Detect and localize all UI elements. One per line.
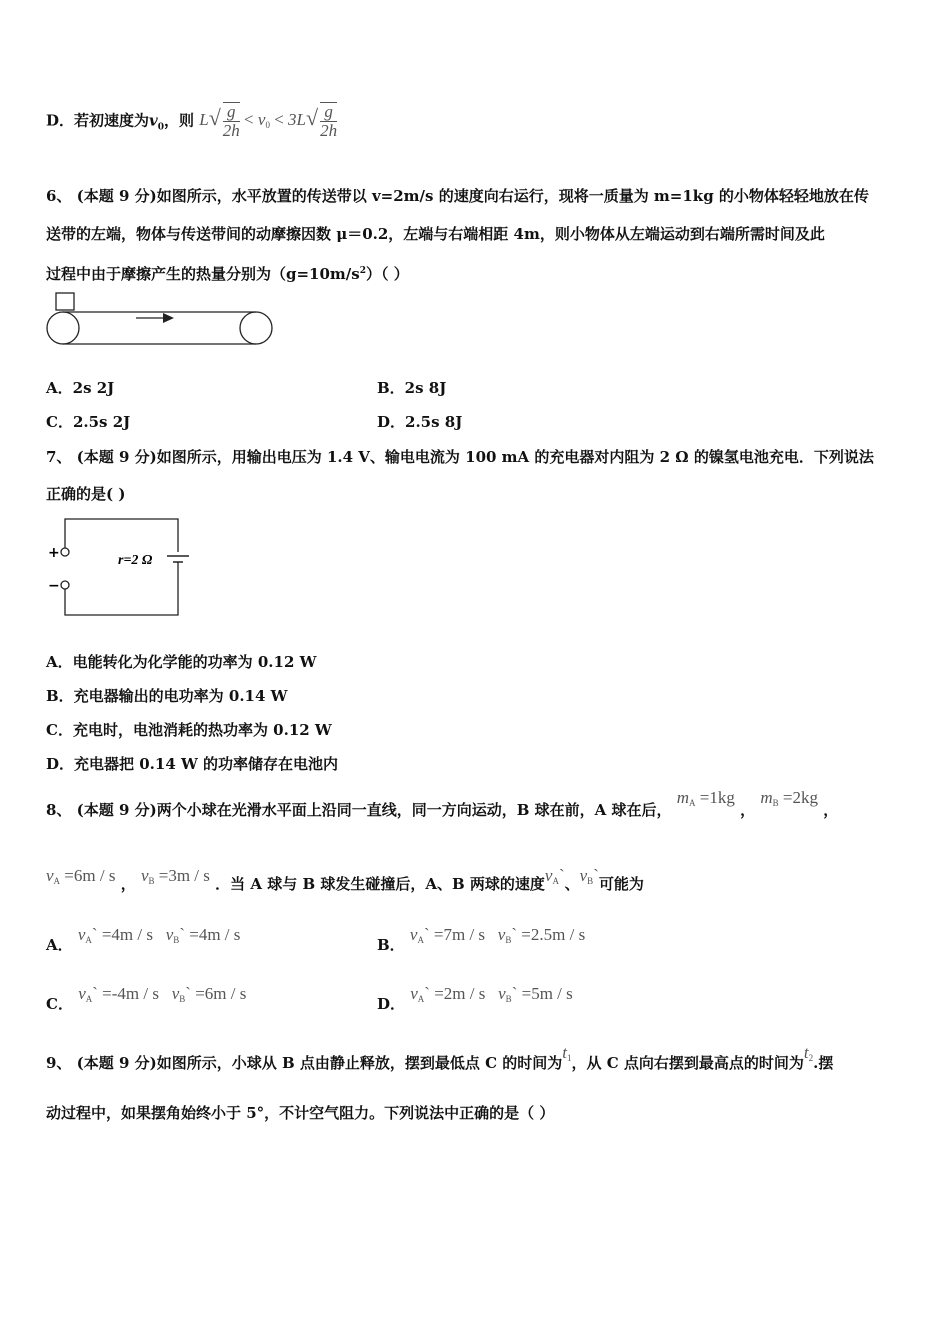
direction-arrow-icon (163, 313, 174, 323)
question8-option-b[interactable]: B． $v_A` =7m / s$ $v_B` =2.5m / s$ (377, 925, 586, 954)
question7-line1: 7、 (本题 9 分)如图所示，用输出电压为 1.4 V、输电电流为 100 mA 的充电器对内阻为 2 Ω 的镍氢电池充电．下列说法 (46, 448, 874, 466)
velocity-b-expr: $v_B =3m / s$ (140, 866, 210, 886)
question7-option-b[interactable]: B．充电器输出的电功率为 0.14 W (46, 687, 288, 705)
question7-line2: 正确的是( ) (46, 485, 126, 503)
mass-b-expr: $m_B =2kg$ (760, 788, 818, 808)
negative-terminal (61, 581, 69, 589)
question6-option-d[interactable]: D．2.5s 8J (377, 413, 463, 431)
question6-option-a[interactable]: A．2s 2J (46, 379, 115, 397)
conveyor-belt-diagram (44, 290, 278, 350)
left-pulley (47, 312, 79, 344)
question6-option-b[interactable]: B．2s 8J (377, 379, 447, 397)
question6-line3: 过程中由于摩擦产生的热量分别为$(g=10m/s^2)$（ ） (46, 265, 409, 283)
question6-line1: 6、 (本题 9 分)如图所示，水平放置的传送带以 v=2m/s 的速度向右运行，现将一质量为 m=1kg 的小物体轻轻地放在传 (46, 187, 869, 205)
question8-option-d[interactable]: D． $v_A` =2m / s$ $v_B` =5m / s$ (377, 984, 573, 1013)
option-d-inequality: L√ $\frac{g}{2h}$ < $v_0 < 3L√$ $\frac{g}{2h}$ (199, 102, 338, 140)
battery-circuit-diagram (44, 514, 204, 620)
minus-sign: − (48, 578, 60, 594)
question8-line2: $v_A =6m / s$ ， $v_B =3m / s$ ．当 A 球与 B 球发生碰撞后，A、B 两球的速度$v_A`$、$v_B`$可能为 (46, 866, 644, 893)
question5-option-d[interactable]: D．若初速度为$v_0$，则 L√ $\frac{g}{2h}$ < $v_0 < 3L√$ $\frac{g}{2h}$ (46, 102, 338, 140)
question7-option-d[interactable]: D．充电器把 0.14 W 的功率储存在电池内 (46, 755, 339, 773)
question9-line1: 9、 (本题 9 分)如图所示，小球从 B 点由静止释放，摆到最低点 C 的时间为$t_1$，从 C 点向右摆到最高点的时间为$t_2$.摆 (46, 1043, 834, 1072)
positive-terminal (61, 548, 69, 556)
question8-option-c[interactable]: C． $v_A` =-4m / s$ $v_B` =6m / s$ (46, 984, 247, 1013)
right-pulley (240, 312, 272, 344)
small-block (56, 293, 74, 310)
mass-a-expr: $m_A =1kg$ (676, 788, 735, 808)
resistance-label: r=2 Ω (118, 553, 153, 568)
question7-option-c[interactable]: C．充电时，电池消耗的热功率为 0.12 W (46, 721, 332, 739)
question6-line2: 送带的左端，物体与传送带间的动摩擦因数 μ＝0.2，左端与右端相距 4m，则小物体从左端运动到右端所需时间及此 (46, 225, 825, 243)
velocity-a-expr: $v_A =6m / s$ (46, 866, 116, 886)
question7-option-a[interactable]: A．电能转化为化学能的功率为 0.12 W (46, 653, 317, 671)
question8-option-a[interactable]: A． $v_A` =4m / s$ $v_B` =4m / s$ (46, 925, 241, 954)
question6-option-c[interactable]: C．2.5s 2J (46, 413, 131, 431)
option-d-text: D．若初速度为 (46, 111, 150, 130)
question9-line2: 动过程中，如果摆角始终小于 5°，不计空气阻力。下列说法中正确的是（ ） (46, 1104, 555, 1122)
plus-sign: + (48, 545, 60, 561)
question8-line1: 8、 (本题 9 分)两个小球在光滑水平面上沿同一直线，同一方向运动，B 球在前，A 球在后， $m_A =1kg$ ， $m_B =2kg$ ， (46, 788, 839, 819)
